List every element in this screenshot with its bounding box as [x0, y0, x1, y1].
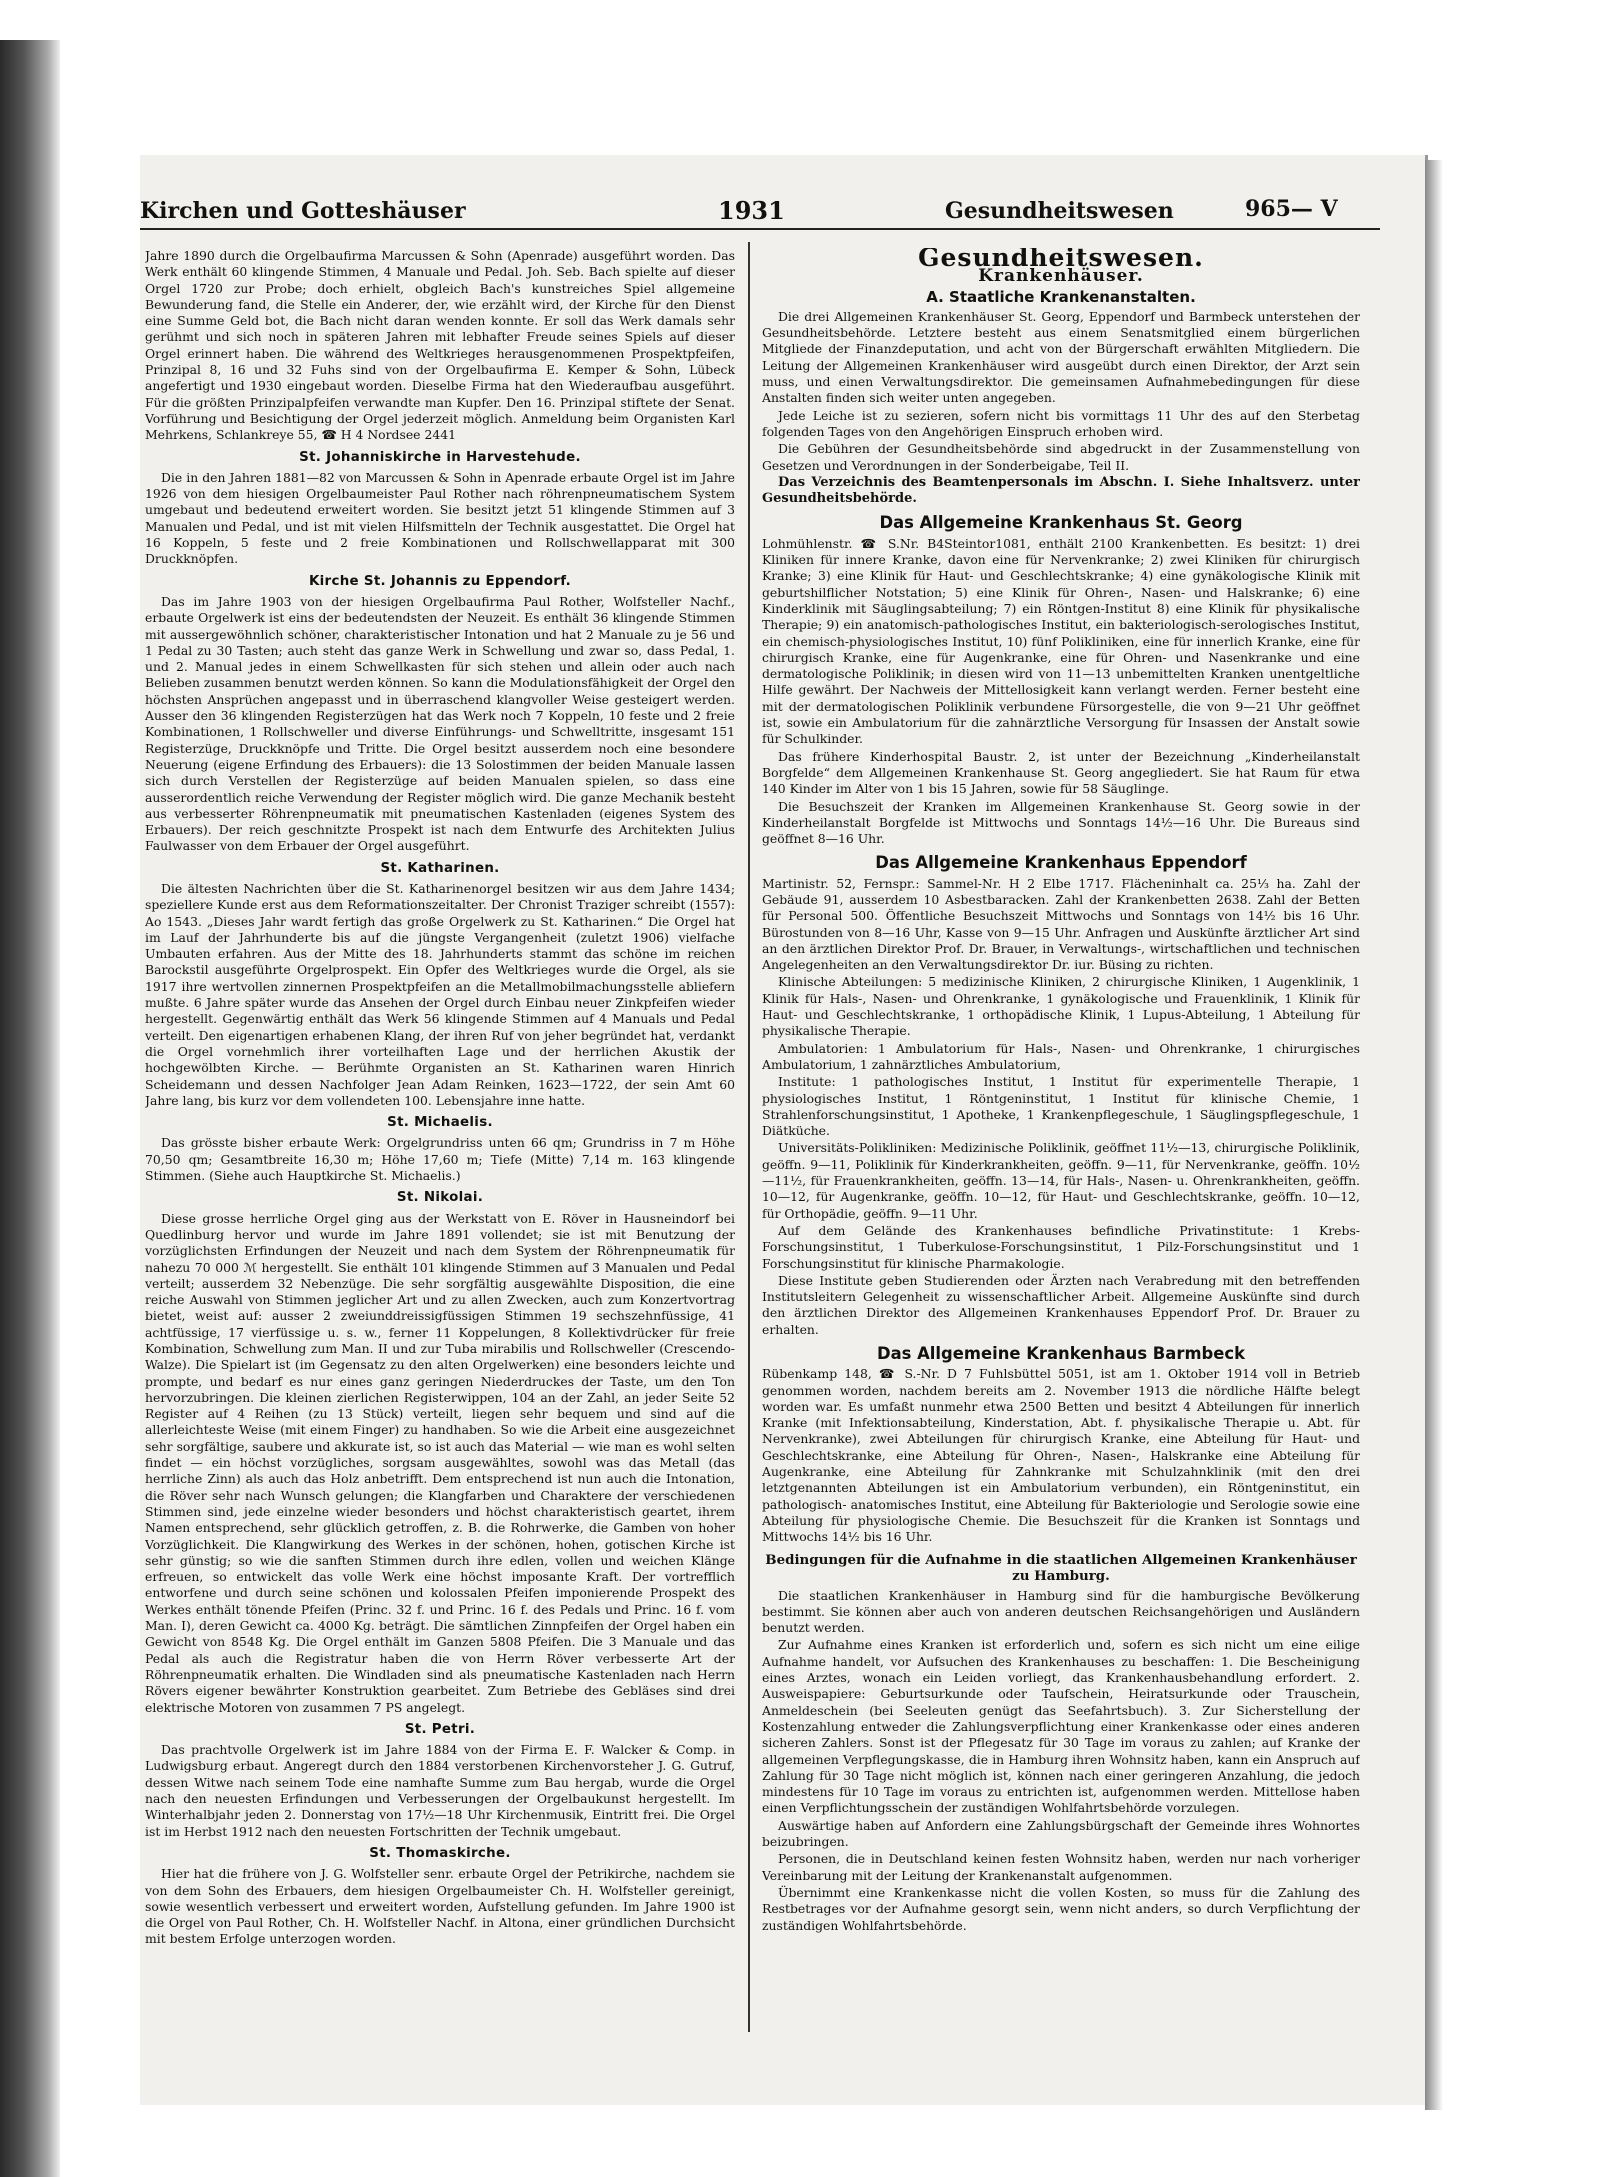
section-paragraph: Das prachtvolle Orgelwerk ist im Jahre 1884 von der Firma E. F. Walcker & Comp. in Ludwigsburg erbaut. Angeregt durch den 1884 verstorbenen Kirchenvorsteher J. G. Gutruf, dessen Witwe nach seinem Tode eine namhafte Summe zum Bau hergab, wurde die Orgel nach den neuesten Erfindungen und Verbesserungen der Orgelbaukunst hergestellt. Im Winterhalbjahr jeden 2. Donnerstag von 17½—18 Uhr Kirchenmusik, Eintritt frei. Die Orgel ist im Herbst 1912 nach den neuesten Fortschritten der Technik umgebaut. — [145, 1742, 735, 1839]
left-column — [145, 248, 735, 2036]
section-a-paragraph: Jede Leiche ist zu sezieren, sofern nicht bis vormittags 11 Uhr des auf den Sterbetag folgenden Tages von den Angehörigen Einspruch erhoben wird. — [762, 407, 1360, 439]
header-left-title: Kirchen und Gotteshäuser — [140, 198, 466, 224]
book-binding-shadow — [0, 40, 60, 2177]
section-title-barmbeck: Das Allgemeine Krankenhaus Barmbeck — [876, 1344, 1245, 1363]
eppendorf-paragraph: Institute: 1 pathologisches Institut, 1 Institut für experimentelle Therapie, 1 physiologisches Institut, 1 Röntgeninstitut, 1 Institut für klinische Chemie, 1 Strahlenforschungsinstitut, 1 Apotheke, 1 Krankenpflegeschule, 1 Säuglingspflegeschule, 1 Diätküche. — [762, 1074, 1360, 1139]
section-title-katharinen: St. Katharinen. — [380, 860, 500, 876]
barmbeck-paragraph: Rübenkamp 148, ☎ S.-Nr. D 7 Fuhlsbüttel 5051, ist am 1. Oktober 1914 voll in Betrieb genommen worden, nachdem bereits am 2. November 1913 die nördliche Hälfte belegt worden war. Es umfaßt nunmehr etwa 2500 Betten und besitzt 4 Abteilungen für innerlich Kranke (mit Infektionsabteilung, Kinderstation, Abt. f. physikalische Therapie u. Abt. für Nervenkranke), zwei Abteilungen für chirurgisch Kranke, eine Abteilung für Haut- und Geschlechtskranke, eine Abteilung für Ohren-, Nasen-, Halskranke eine Abteilung für Augenkranke, eine Abteilung für Zahnkranke mit Schulzahnklinik (mit den drei letztgenannten Abteilungen ist ein Ambulatorium verbunden), ein Röntgeninstitut, ein pathologisch- anatomisches Institut, eine Abteilung für Bakteriologie und Serologie sowie eine Abteilung für physiologische Chemie. Die Besuchszeit für die Kranken ist Sonntags und Mittwochs 14½ bis 16 Uhr. — [762, 1366, 1360, 1545]
st-georg-paragraph: Das frühere Kinderhospital Baustr. 2, ist unter der Bezeichnung „Kinderheilanstalt Borgfelde“ dem Allgemeinen Krankenhause St. Georg angegliedert. Sie hat Raum für etwa 140 Kinder im Alter von 1 bis 15 Jahren, sowie für 58 Säuglinge. — [762, 748, 1360, 797]
header-right-title: Gesundheitswesen — [945, 198, 1174, 224]
section-paragraph: Das grösste bisher erbaute Werk: Orgelgrundriss unten 66 qm; Grundriss in 7 m Höhe 70,50 qm; Gesamtbreite 16,30 m; Höhe 17,60 m; Tiefe (Mitte) 7,14 m. 163 klingende Stimmen. (Siehe auch Hauptkirche St. Michaelis.) — [145, 1135, 735, 1184]
eppendorf-paragraph: Diese Institute geben Studierenden oder Ärzten nach Verabredung mit den betreffenden Institutsleitern Gelegenheit zu wissenschaftlicher Arbeit. Allgemeine Auskünfte sind durch den ärztlichen Direktor des Allgemeinen Krankenhauses Eppendorf Prof. Dr. Brauer zu erhalten. — [762, 1272, 1360, 1337]
section-a-paragraph: Die Gebühren der Gesundheitsbehörde sind abgedruckt in der Zusammenstellung von Gesetzen und Verordnungen in der Sonderbeigabe, Teil II. — [762, 441, 1360, 473]
section-paragraph: Hier hat die frühere von J. G. Wolfsteller senr. erbaute Orgel der Petrikirche, nachdem sie von dem Sohn des Erbauers, dem hiesigen Orgelbaumeister Ch. H. Wolfsteller gereinigt, sowie wesentlich verbessert und erweitert worden, Aufstellung gefunden. Im Jahre 1900 ist die Orgel von Paul Rother, Ch. H. Wolfsteller Nachf. in Altona, einer gründlichen Durchsicht mit bestem Erfolge unterzogen worden. — [145, 1866, 735, 1947]
eppendorf-paragraph: Ambulatorien: 1 Ambulatorium für Hals-, Nasen- und Ohrenkranke, 1 chirurgisches Ambulatorium, 1 zahnärztliches Ambulatorium, — [762, 1040, 1360, 1072]
main-title: Gesundheitswesen. — [918, 248, 1204, 272]
eppendorf-paragraph: Auf dem Gelände des Krankenhauses befindliche Privatinstitute: 1 Krebs-Forschungsinstitut, 1 Tuberkulose-Forschungsinstitut, 1 Pilz-Forschungsinstitut und 1 Forschungsinstitut für klinische Pharmakologie. — [762, 1222, 1360, 1271]
right-column — [762, 248, 1360, 2036]
section-title-michaelis: St. Michaelis. — [387, 1115, 493, 1131]
section-title-nikolai: St. Nikolai. — [396, 1190, 484, 1206]
eppendorf-paragraph: Martinistr. 52, Fernspr.: Sammel-Nr. H 2 Elbe 1717. Flächeninhalt ca. 25⅓ ha. Zahl der Gebäude 91, ausserdem 10 Asbestbaracken. Zahl der Krankenbetten 2638. Zahl der Betten für Personal 500. Öffentliche Besuchszeit Mittwochs und Sonntags von 14½ bis 16 Uhr. Bürostunden von 8—16 Uhr, Kasse von 9—15 Uhr. Anfragen und Auskünfte ärztlicher Art sind an den ärztlichen Direktor Prof. Dr. Brauer, in Verwaltungs-, wirtschaftlichen und technischen Angelegenheiten an den Verwaltungsdirektor Dr. iur. Büsing zu richten. — [762, 875, 1360, 973]
st-georg-paragraph: Lohmühlenstr. ☎ S.Nr. B4Steintor1081, enthält 2100 Krankenbetten. Es besitzt: 1) drei Kliniken für innere Kranke, davon eine für Nervenkranke; 2) zwei Kliniken für chirurgisch Kranke; 3) eine Klinik für Haut- und Geschlechtskranke; 4) eine gynäkologische Klinik mit geburtshilflicher Notstation; 5) eine Klinik für Ohren-, Nasen- und Halskranke; 6) eine Kinderklinik mit Säuglingsabteilung; 7) ein Röntgen-Institut 8) eine Klinik für physikalische Therapie; 9) ein anatomisch-pathologisches Institut, ein bakteriologisch-serologisches Institut, ein chemisch-physiologisches Institut, 10) fünf Polikliniken, eine für innerlich Kranke, eine für chirurgisch Kranke, eine für Augenkranke, eine für Ohren- und Nasenkranke und eine dermatologische Poliklinik; in diesen wird von 11—13 unbemittelten Kranken unentgeltliche Hilfe gewährt. Der Nachweis der Mittellosigkeit kann verlangt werden. Ferner besteht eine mit der dermatologischen Poliklinik verbundene Fürsorgestelle, die von 9—21 Uhr geöffnet ist, sowie ein Ambulatorium für die zahnärztliche Versorgung für Insassen der Anstalt sowie für Schulkinder. — [762, 535, 1360, 747]
section-title-eppendorf: Das Allgemeine Krankenhaus Eppendorf — [875, 853, 1247, 873]
conditions-paragraph: Zur Aufnahme eines Kranken ist erforderlich und, sofern es sich nicht um eine eilige Aufnahme handelt, vor Aufsuchen des Krankenhauses zu beschaffen: 1. Die Bescheinigung eines Arztes, wonach ein Leiden vorliegt, das Krankenhausbehandlung erfordert. 2. Ausweispapiere: Geburtsurkunde oder Taufschein, Heiratsurkunde oder Trauschein, Anmeldeschein (bei Seeleuten genügt das Seefahrtsbuch). 3. Zur Sicherstellung der Kostenzahlung entweder die Zahlungsverpflichtung einer Krankenkasse oder eines anderen sicheren Zahlers. Sonst ist der Pflegesatz für 30 Tage im voraus zu zahlen; auf Kranke der allgemeinen Verpflegungskasse, die in Hamburg ihren Wohnsitz haben, kann ein Anspruch auf Zahlung für 30 Tage nicht möglich ist, können nach einer geringeren Anzahlung, die jedoch mindestens für 10 Tage im voraus zu entrichten ist, aufgenommen werden. Mittellose haben einen Verpflichtungsschein der zuständigen Wohlfahrtsbehörde vorzulegen. — [762, 1637, 1360, 1816]
header-center-number: 1931 — [718, 196, 785, 225]
section-paragraph: Die ältesten Nachrichten über die St. Katharinenorgel besitzen wir aus dem Jahre 1434; speziellere Kunde erst aus dem Reformationszeitalter. Der Chronist Traziger schreibt (1557): Ao 1543. „Dieses Jahr wardt fertigh das große Orgelwerk zu St. Katharinen.“ Die Orgel hat im Lauf der Jahrhunderte bis auf die jüngste Vergangenheit (zuletzt 1906) vielfache Umbauten erfahren. Aus der Mitte des 18. Jahrhunderts stammt das schöne im reichen Barockstil ausgeführte Orgelprospekt. Ein Opfer des Weltkrieges wurde die Orgel, als sie 1917 ihre wertvollen zinnernen Prospektpfeifen an die Metallmobilmachungsstelle abliefern mußte. 6 Jahre später wurde das Ansehen der Orgel durch Einbau neuer Zinkpfeifen wieder hergestellt. Gegenwärtig enthält das Werk 56 klingende Stimmen auf 4 Manuals und Pedal verteilt. Den eigenartigen erhabenen Klang, der ihren Ruf von jeher begründet hat, verdankt die Orgel vornehmlich ihrer vorteilhaften Lage und der herrlichen Akustik der hochgewölbten Kirche. — Berühmte Organisten an St. Katharinen waren Hinrich Scheidemann und dessen Nachfolger Jean Adam Reinken, 1623—1722, der sein Amt 60 Jahre lang, bis kurz vor dem vollendeten 100. Lebensjahre inne hatte. — [145, 880, 735, 1108]
conditions-paragraph: Übernimmt eine Krankenkasse nicht die vollen Kosten, so muss für die Zahlung des Restbetrages vor der Aufnahme gesorgt sein, wenn nicht anders, so durch Verpflichtung der zuständigen Wohlfahrtsbehörde. — [762, 1884, 1360, 1933]
section-title-johannis-eppendorf: Kirche St. Johannis zu Eppendorf. — [308, 573, 571, 589]
conditions-paragraph: Personen, die in Deutschland keinen festen Wohnsitz haben, werden nur nach vorheriger Vereinbarung mit der Leitung der Krankenanstalt aufgenommen. — [762, 1851, 1360, 1883]
eppendorf-paragraph: Klinische Abteilungen: 5 medizinische Kliniken, 2 chirurgische Kliniken, 1 Augenklinik, 1 Klinik für Hals-, Nasen- und Ohrenkranke, 1 gynäkologische und Frauenklinik, 1 Klinik für Haut- und Geschlechtskranke, 1 orthopädische Klinik, 1 Lupus-Abteilung, 1 Abteilung für physikalische Therapie. — [762, 974, 1360, 1039]
reference-note: Das Verzeichnis des Beamtenpersonals im Abschn. I. Siehe Inhaltsverz. unter Gesundheitsbehörde. — [762, 474, 1360, 507]
column-divider — [748, 242, 750, 2032]
section-title-thomaskirche: St. Thomaskirche. — [369, 1845, 511, 1861]
section-paragraph: Diese grosse herrliche Orgel ging aus der Werkstatt von E. Röver in Hausneindorf bei Quedlinburg hervor und wurde im Jahre 1891 vollendet; sie ist mit Benutzung der vorzüglichsten Erfindungen der Neuzeit und nach dem System der Röhrenpneumatik für nahezu 70 000 ℳ hergestellt. Sie enthält 101 klingende Stimmen auf 3 Manualen und Pedal verteilt; ausserdem 32 Nebenzüge. Die sehr sorgfältig ausgewählte Disposition, die eine reiche Auswahl von Stimmen jeglicher Art und zu allen Zwecken, auch zum Konzertvortrag bietet, weist auf: ausser 2 zweiunddreissigfüssigen Stimmen 19 sechszehnfüssige, 41 achtfüssige, 17 vierfüssige u. s. w., ferner 11 Koppelungen, 8 Kollektivdrücker für freie Kombination, Schwellung zum Man. II und zur Tuba mirabilis und Rollschweller (Crescendo-Walze). Die Spielart ist (im Gegensatz zu den alten Orgelwerken) eine besonders leichte und prompte, und bedarf es nur eines ganz geringen Niederdruckes der Taste, um den Ton hervorzubringen. Die kleinen zierlichen Registerwippen, 104 an der Zahl, an jeder Seite 52 Register auf 4 Reihen (zu 13 Stück) verteilt, liegen sehr bequem und sind auf die allerleichteste Weise (mit einem Finger) zu handhaben. So wie die Arbeit eine ausgezeichnet sehr sorgfältige, saubere und akkurate ist, so ist auch das Material — wie man es wohl selten findet — ein höchst vorzügliches, sorgsam ausgewähltes, sowohl was das Metall (das herrliche Zinn) als auch das Holz anbetrifft. Dem entsprechend ist nun auch die Intonation, die Röver sehr nach Wunsch gelungen; die Klangfarben und Charaktere der verschiedenen Stimmen sind, jede einzelne wieder besonders und höchst charakteristisch geartet, ihrem Namen entsprechend, sehr glücklich getroffen, z. B. die Rohrwerke, die Gamben von hoher Vorzüglichkeit. Die Klangwirkung des Werkes in der schönen, hohen, gotischen Kirche ist sehr günstig; so wie die sanften Stimmen durch ihre edlen, vollen und weichen Klänge erfreuen, so entwickelt das volle Werk eine höchst imposante Kraft. Der vortrefflich entworfene und durch seine schönen und kolossalen Pfeifen imponierende Prospekt des Werkes enthält tönende Pfeifen (Princ. 32 f. und Princ. 16 f. des Pedals und Princ. 16 f. vom Man. I), deren Gewicht ca. 4000 Kg. beträgt. Die sämtlichen Zinnpfeifen der Orgel haben ein Gewicht von 8548 Kg. Die Orgel enthält im Ganzen 5808 Pfeifen. Die 3 Manuale und das Pedal als auch die Registratur haben die von Herrn Röver verbesserte Art der Röhrenpneumatik erhalten. Die Windladen sind als pneumatische Kastenladen nach Herrn Rövers eigener bewährter Konstruktion gearbeitet. Zum Betriebe des Gebläses sind drei elektrische Motoren von zusammen 7 PS angelegt. — [145, 1210, 735, 1715]
page-number: 965— V — [1245, 196, 1338, 222]
page-edge-shadow — [1425, 160, 1443, 2110]
section-title-petri: St. Petri. — [404, 1721, 476, 1737]
section-title-conditions: Bedingungen für die Aufnahme in die staatlichen Allgemeinen Krankenhäuser zu Hamburg. — [765, 1551, 1357, 1584]
section-title-johannis-harvestehude: St. Johanniskirche in Harvestehude. — [299, 449, 581, 465]
conditions-paragraph: Auswärtige haben auf Anfordern eine Zahlungsbürgschaft der Gemeinde ihres Wohnortes beizubringen. — [762, 1817, 1360, 1850]
section-paragraph: Das im Jahre 1903 von der hiesigen Orgelbaufirma Paul Rother, Wolfsteller Nachf., erbaute Orgelwerk ist eins der bedeutendsten der Neuzeit. Es enthält 36 klingende Stimmen mit aussergewöhnlich schöner, charakteristischer Intonation und hat 2 Manuale zu je 56 und 1 Pedal zu 30 Tasten; auch steht das ganze Werk in Schwellung und zwar so, dass Pedal, 1. und 2. Manual jedes in einem Schwellkasten für sich stehen und allein oder auch nach Belieben zusammen benutzt werden können. So kann die Modulationsfähigkeit der Orgel den höchsten Ansprüchen angepasst und in überraschend klangvoller Weise gesteigert werden. Ausser den 36 klingenden Registerzügen hat das Werk noch 7 Koppeln, 10 feste und 2 freie Kombinationen, 1 Rollschweller und diverse Einführungs- und Schwelltritte, insgesamt 151 Registerzüge, Druckknöpfe und Tritte. Die Orgel besitzt ausserdem noch eine besondere Neuerung (eigene Erfindung des Erbauers): die 13 Solostimmen der beiden Manuale lassen sich durch Verstellen der Registerzüge auf beiden Manualen spielen, so dass eine ausserordentlich reiche Verwendung der Register möglich wird. Die ganze Mechanik besteht aus verbesserter Röhrenpneumatik mit pneumatischen Kastenladen (eigenes System des Erbauers). Der reich geschnitzte Prospekt ist nach dem Entwurfe des Architekten Julius Faulwasser von dem Erbauer der Orgel ausgeführt. — [145, 593, 735, 854]
conditions-paragraph: Die staatlichen Krankenhäuser in Hamburg sind für die hamburgische Bevölkerung bestimmt. Sie können aber auch von anderen deutschen Reichsangehörigen und Ausländern benutzt werden. — [762, 1587, 1360, 1636]
section-title-st-georg: Das Allgemeine Krankenhaus St. Georg — [879, 513, 1243, 533]
intro-paragraph: Jahre 1890 durch die Orgelbaufirma Marcussen & Sohn (Apenrade) ausgeführt worden. Das Werk enthält 60 klingende Stimmen, 4 Manuale und Pedal. Joh. Seb. Bach spielte auf dieser Orgel 1720 zur Probe; doch erhielt, obgleich Bach's kunstreiches Spiel allgemeine Bewunderung fand, die Stelle ein Anderer, der, wie erzählt wird, der Kirche für den Dienst eine Summe Geld bot, die Bach nicht daran wenden konnte. Er soll das Werk damals sehr gerühmt und sich noch in späteren Jahren mit lebhafter Freude seines Spiels auf dieser Orgel erinnert haben. Die während des Weltkrieges herausgenommenen Prospektpfeifen, Prinzipal 8, 16 und 32 Fuhs sind von der Orgelbaufirma E. Kemper & Sohn, Lübeck angefertigt und 1930 eingebaut worden. Dieselbe Firma hat den Wiederaufbau ausgeführt. Für die größten Prinzipalpfeifen verwandte man Kupfer. Den 16. Prinzipal stiftete der Senat. Vorführung und Besichtigung der Orgel jederzeit möglich. Anmeldung beim Organisten Karl Mehrkens, Schlankreye 55, ☎ H 4 Nordsee 2441 — [145, 248, 735, 443]
eppendorf-paragraph: Universitäts-Polikliniken: Medizinische Poliklinik, geöffnet 11½—13, chirurgische Poliklinik, geöffn. 9—11, Poliklinik für Kinderkrankheiten, geöffn. 9—11, für Nervenkranke, geöffn. 10½—11½, für Frauenkrankheiten, geöffn. 13—14, für Hals-, Nasen- u. Ohrenkrankheiten, geöffn. 10—12, für Augenkranke, geöffn. 10—12, für Haut- und Geschlechtskranke, geöffn. 10—12, für Orthopädie, geöffn. 9—11 Uhr. — [762, 1140, 1360, 1221]
sub-title: Krankenhäuser. — [978, 266, 1144, 287]
section-paragraph: Die in den Jahren 1881—82 von Marcussen & Sohn in Apenrade erbaute Orgel ist im Jahre 1926 von dem hiesigen Orgelbaumeister Paul Rother nach röhrenpneumatischem System umgebaut und bedeutend erweitert worden. Sie besitzt jetzt 51 klingende Stimmen auf 3 Manualen und Pedal, und ist mit vielen Hilfsmitteln der Technik ausgestattet. Die Orgel hat 16 Koppeln, 5 feste und 2 freie Kombinationen und Rollschwellapparat mit 300 Druckknöpfen. — [145, 469, 735, 567]
section-a-title: A. Staatliche Krankenanstalten. — [926, 287, 1196, 306]
section-a-paragraph: Die drei Allgemeinen Krankenhäuser St. Georg, Eppendorf und Barmbeck unterstehen der Gesundheitsbehörde. Letztere besteht aus einem Senatsmitglied einem bürgerlichen Mitgliede der Finanzdeputation, und acht von der Bürgerschaft erwählten Mitgliedern. Die Leitung der Allgemeinen Krankenhäuser wird ausgeübt durch einen Direktor, der Arzt sein muss, und einen Verwaltungsdirektor. Die gemeinsamen Aufnahmebedingungen für diese Anstalten finden sich weiter unten angegeben. — [762, 308, 1360, 406]
st-georg-paragraph: Die Besuchszeit der Kranken im Allgemeinen Krankenhause St. Georg sowie in der Kinderheilanstalt Borgfelde ist Mittwochs und Sonntags 14½—16 Uhr. Die Bureaus sind geöffnet 8—16 Uhr. — [762, 798, 1360, 847]
